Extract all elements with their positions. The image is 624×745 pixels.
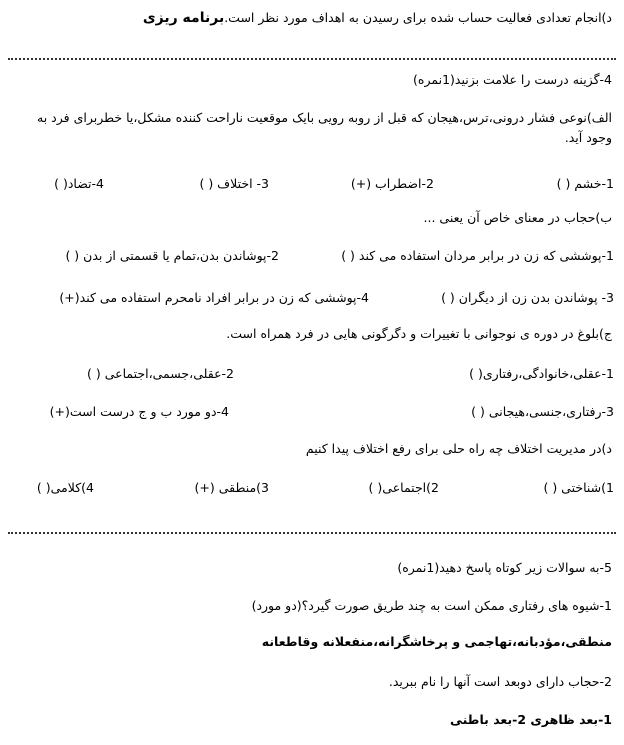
divider-dotted <box>8 532 616 534</box>
q4-b-option-1[interactable]: 1-پوششی که زن در برابر مردان استفاده می کند ( ) <box>341 248 614 263</box>
q4-c-options-row1 <box>10 366 614 384</box>
q5-answer-2: 1-بعد ظاهری 2-بعد باطنی <box>449 712 612 727</box>
q4-a-option-4[interactable]: 4-تضاد( ) <box>54 176 104 191</box>
q4-c-option-4[interactable]: 4-دو مورد ب و ج درست است(+) <box>49 404 229 419</box>
q4-heading: 4-گزینه درست را علامت بزنید(1نمره) <box>413 72 612 87</box>
q4-d-option-3[interactable]: 3)منطقی (+) <box>194 480 269 495</box>
q4-b-option-4[interactable]: 4-پوششی که زن در برابر افراد نامحرم استفاده می کند(+) <box>59 290 369 305</box>
q4-c-option-3[interactable]: 3-رفتاری،جنسی،هیجانی ( ) <box>471 404 614 419</box>
q4-d-option-1[interactable]: 1)شناختی ( ) <box>543 480 614 495</box>
q4-c-option-2[interactable]: 2-عقلی،جسمی،اجتماعی ( ) <box>87 366 234 381</box>
q4-c-question: ج)بلوغ در دوره ی نوجوانی با تغییرات و دگرگونی هایی در فرد همراه است. <box>226 326 612 341</box>
q4-a-option-1[interactable]: 1-خشم ( ) <box>556 176 614 191</box>
q4-a-option-3[interactable]: 3- اختلاف ( ) <box>199 176 269 191</box>
q5-answer-1: منطقی،مؤدبانه،تهاجمی و پرخاشگرانه،منفعلانه وقاطعانه <box>261 634 612 649</box>
item-d-answer: برنامه ریزی <box>142 10 225 26</box>
q4-c-options-row2 <box>10 404 614 422</box>
q4-d-options <box>10 480 614 498</box>
q4-b-option-3[interactable]: 3- پوشاندن بدن زن از دیگران ( ) <box>441 290 614 305</box>
q4-d-option-2[interactable]: 2)اجتماعی( ) <box>368 480 439 495</box>
q4-d-option-4[interactable]: 4)کلامی( ) <box>36 480 94 495</box>
q4-d-question: د)در مدیریت اختلاف چه راه حلی برای رفع اختلاف پیدا کنیم <box>305 441 612 456</box>
q4-b-options-row2 <box>10 290 614 308</box>
q5-heading: 5-به سوالات زیر کوتاه پاسخ دهید(1نمره) <box>397 560 612 575</box>
item-d-planning <box>12 10 612 26</box>
divider-dotted <box>8 58 616 60</box>
q4-b-option-2[interactable]: 2-پوشاندن بدن،تمام یا قسمتی از بدن ( ) <box>65 248 279 263</box>
q5-question-2: 2-حجاب دارای دوبعد است آنها را نام ببرید. <box>388 674 612 689</box>
q4-a-options <box>10 176 614 194</box>
q4-a-question: الف)نوعی فشار درونی،ترس،هیجان که قبل از روبه رویی بایک موقعیت ناراحت کننده مشکل،یا خطربرای فرد به وجود آید. <box>37 110 612 145</box>
item-d-text: د)انجام تعدادی فعالیت حساب شده برای رسیدن به اهداف مورد نظر است. <box>224 10 612 25</box>
q4-b-options-row1 <box>10 248 614 266</box>
q4-c-option-1[interactable]: 1-عقلی،خانوادگی،رفتاری( ) <box>469 366 614 381</box>
q4-b-question: ب)حجاب در معنای خاص آن یعنی ... <box>423 210 612 225</box>
q5-question-1: 1-شیوه های رفتاری ممکن است به چند طریق صورت گیرد؟(دو مورد) <box>251 598 612 613</box>
q4-a-option-2[interactable]: 2-اضطراب (+) <box>350 176 434 191</box>
